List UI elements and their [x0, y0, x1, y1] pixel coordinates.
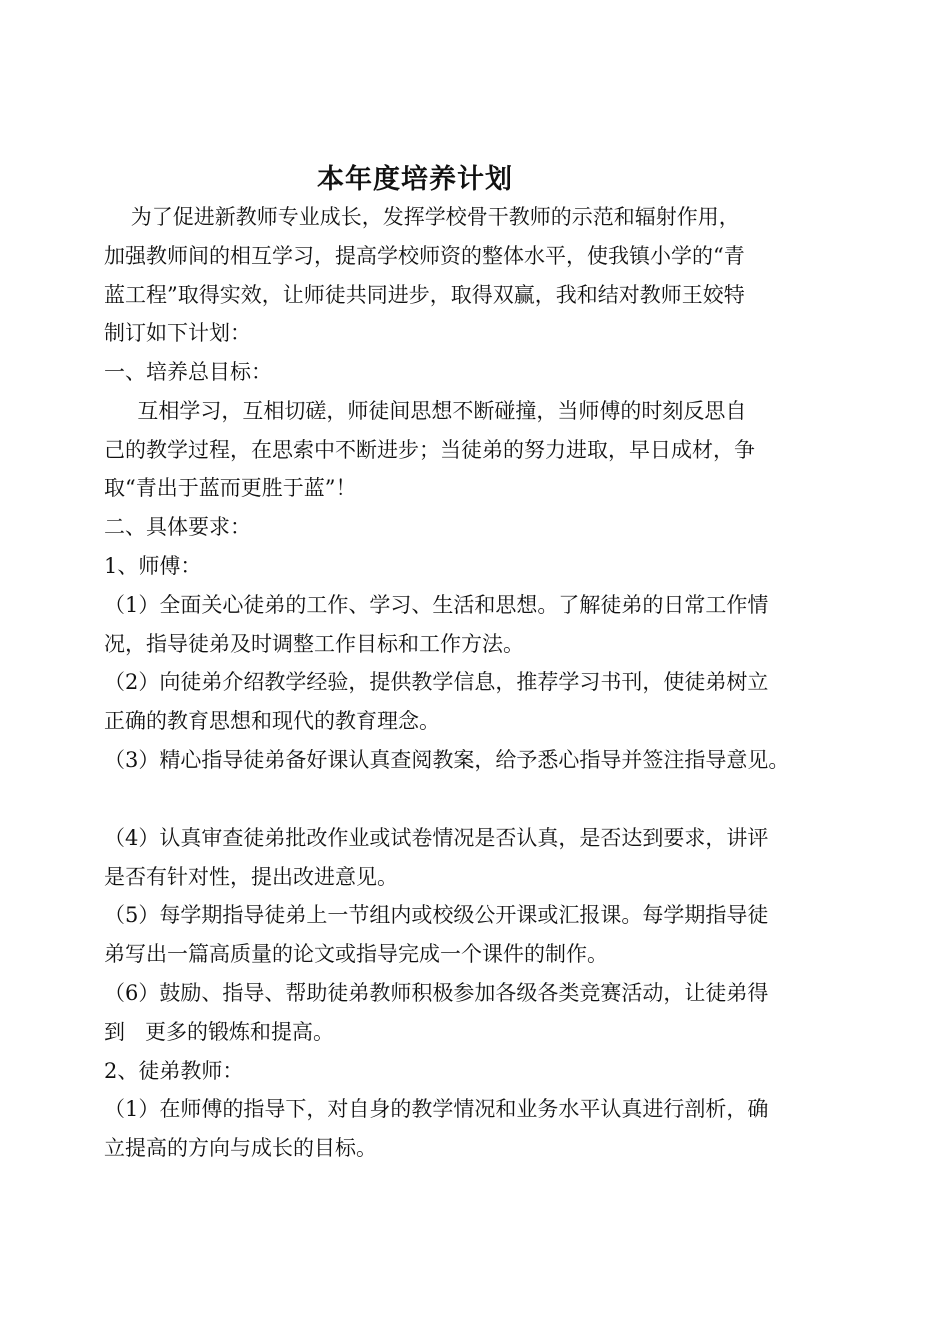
list-item-line: 正确的教育思想和现代的教育理念。 [104, 709, 440, 733]
list-item-line: （2）向徒弟介绍教学经验，提供教学信息，推荐学习书刊，使徒弟树立 [104, 670, 769, 694]
body-line: 取“青出于蓝而更胜于蓝”！ [104, 476, 357, 500]
list-item-line: （6）鼓励、指导、帮助徒弟教师积极参加各级各类竞赛活动，让徒弟得 [104, 981, 769, 1005]
body-line: 为了促进新教师专业成长，发挥学校骨干教师的示范和辐射作用， [104, 205, 740, 229]
list-item-line: （3）精心指导徒弟备好课认真查阅教案，给予悉心指导并签注指导意见。 [104, 748, 790, 772]
body-line: 互相学习，互相切磋，师徒间思想不断碰撞，当师傅的时刻反思自 [104, 399, 747, 423]
subsection-heading: 1、师傅： [104, 554, 202, 578]
subsection-heading: 2、徒弟教师： [104, 1059, 244, 1083]
list-item-line: 弟写出一篇高质量的论文或指导完成一个课件的制作。 [104, 942, 608, 966]
section-heading: 二、具体要求： [104, 515, 251, 539]
list-item-line: 到 更多的锻炼和提高。 [104, 1020, 335, 1044]
list-item-line: 是否有针对性，提出改进意见。 [104, 865, 398, 889]
list-item-line: 况，指导徒弟及时调整工作目标和工作方法。 [104, 632, 524, 656]
body-line: 蓝工程”取得实效，让师徒共同进步，取得双赢，我和结对教师王姣特 [104, 283, 745, 307]
body-line: 加强教师间的相互学习，提高学校师资的整体水平，使我镇小学的“青 [104, 244, 745, 268]
body-line: 制订如下计划： [104, 321, 251, 345]
list-item-line: （1）在师傅的指导下，对自身的教学情况和业务水平认真进行剖析，确 [104, 1097, 769, 1121]
body-line: 己的教学过程，在思索中不断进步；当徒弟的努力进取，早日成材，争 [104, 438, 755, 462]
section-heading: 一、培养总目标： [104, 360, 272, 384]
list-item-line: （5）每学期指导徒弟上一节组内或校级公开课或汇报课。每学期指导徒 [104, 903, 769, 927]
list-item-line: （4）认真审查徒弟批改作业或试卷情况是否认真，是否达到要求，讲评 [104, 826, 769, 850]
list-item-line: （1）全面关心徒弟的工作、学习、生活和思想。了解徒弟的日常工作情 [104, 593, 769, 617]
list-item-line: 立提高的方向与成长的目标。 [104, 1136, 377, 1160]
document-title: 本年度培养计划 [317, 164, 513, 195]
